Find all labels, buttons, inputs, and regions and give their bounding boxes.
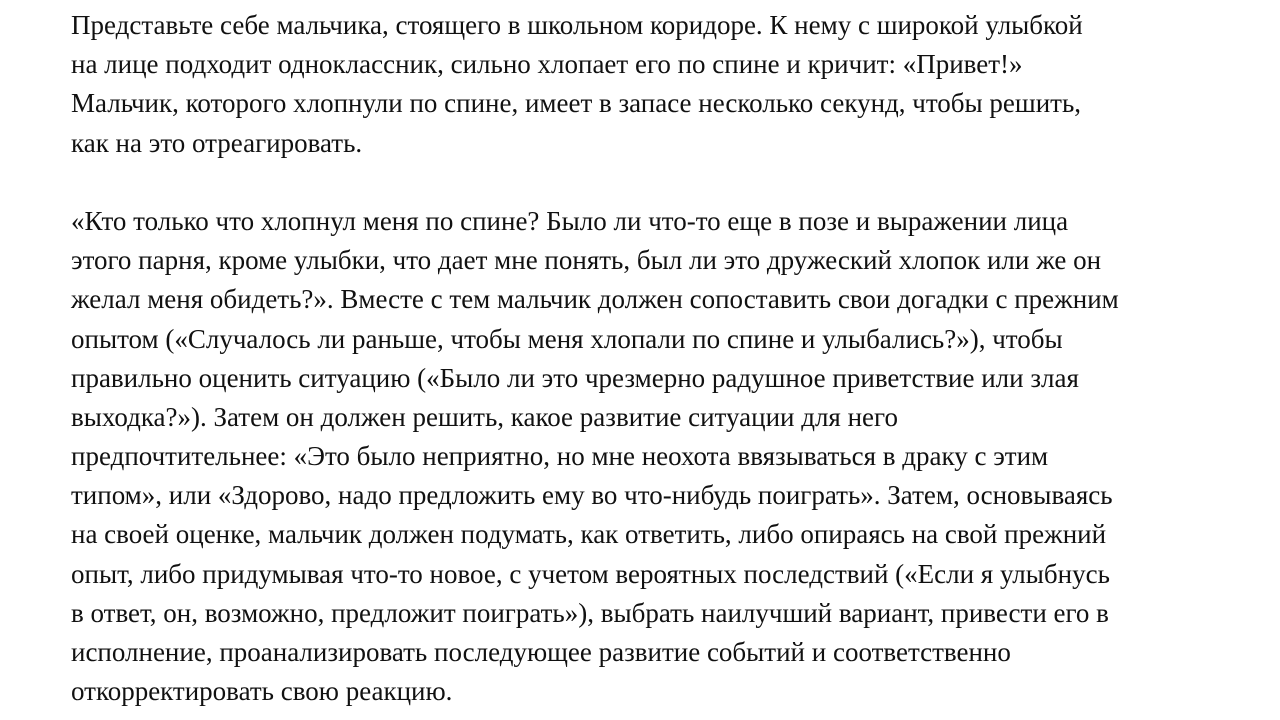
text-line: опыт, либо придумывая что-то новое, с учетом вероятных последствий («Если я улыбнусь (71, 558, 1110, 589)
text-line: Мальчик, которого хлопнули по спине, имеет в запасе несколько секунд, чтобы решить, (71, 88, 1082, 119)
text-line: желал меня обидеть?». Вместе с тем мальчик должен сопоставить свои догадки с прежним (71, 284, 1119, 315)
text-line: как на это отреагировать. (71, 127, 363, 158)
text-line: Представьте себе мальчика, стоящего в школьном коридоре. К нему с широкой улыбкой (71, 10, 1083, 40)
paragraph-analysis (71, 202, 1231, 711)
text-line: откорректировать свою реакцию. (71, 676, 453, 707)
text-line: на своей оценке, мальчик должен подумать, как ответить, либо опираясь на свой прежний (71, 519, 1107, 550)
text-line: правильно оценить ситуацию («Было ли это чрезмерно радушное приветствие или злая (71, 362, 1079, 393)
text-line: на лице подходит одноклассник, сильно хлопает его по спине и кричит: «Привет!» (71, 49, 1023, 80)
text-line: в ответ, он, возможно, предложит поиграть»), выбрать наилучший вариант, привести его в (71, 597, 1109, 628)
text-line: этого парня, кроме улыбки, что дает мне понять, был ли это дружеский хлопок или же он (71, 245, 1102, 276)
paragraph-intro (71, 6, 1231, 163)
text-line: «Кто только что хлопнул меня по спине? Было ли что-то еще в позе и выражении лица (71, 205, 1069, 236)
text-line: опытом («Случалось ли раньше, чтобы меня хлопали по спине и улыбались?»), чтобы (71, 323, 1063, 354)
text-line: выходка?»). Затем он должен решить, какое развитие ситуации для него (71, 401, 898, 432)
document-page (71, 6, 1231, 711)
text-line: исполнение, проанализировать последующее развитие событий и соответственно (71, 637, 1011, 667)
text-line: типом», или «Здорово, надо предложить ему во что-нибудь поиграть». Затем, основываясь (71, 480, 1113, 511)
text-line: предпочтительнее: «Это было неприятно, но мне неохота ввязываться в драку с этим (71, 441, 1049, 472)
